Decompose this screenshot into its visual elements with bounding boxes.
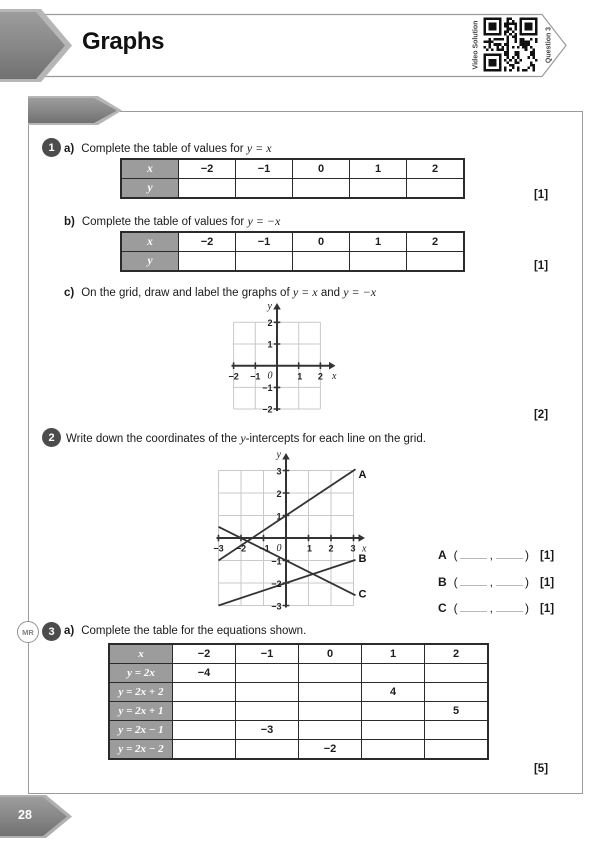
comma: , <box>489 548 494 562</box>
comma: , <box>489 574 494 589</box>
q1a-instruction: Complete the table of values for <box>81 143 244 155</box>
answer-cell <box>425 664 489 683</box>
table-row <box>109 721 488 740</box>
q1a-equation: y = x <box>246 141 272 155</box>
table-row <box>109 664 488 683</box>
answer-cell <box>173 740 236 760</box>
q1b-instruction: Complete the table of values for <box>81 216 245 228</box>
q1b-mark: [1] <box>533 260 549 272</box>
q1c-equation-2: y = −x <box>343 285 377 299</box>
q2-mark-B: [1] <box>540 576 555 589</box>
origin-label: 0 <box>276 543 282 554</box>
answer-cell <box>236 683 299 702</box>
y-header-cell: y <box>121 252 179 272</box>
q2-instruction-post: -intercepts for each line on the grid. <box>245 433 426 445</box>
origin-label: 0 <box>267 370 273 382</box>
answer-cell <box>425 740 489 760</box>
q3-part-label: a) <box>64 625 75 637</box>
q1a-text <box>64 141 272 156</box>
y-tick: 2 <box>267 317 273 328</box>
x-tick: 1 <box>297 371 303 382</box>
q2-mark-C: [1] <box>540 602 555 615</box>
y-tick: 2 <box>276 488 282 499</box>
answer-cell <box>173 683 236 702</box>
x-value-cell: 1 <box>362 644 425 664</box>
y-header-cell: y <box>121 179 179 199</box>
q2-mark-A: [1] <box>540 550 555 562</box>
x-tick: 1 <box>306 543 313 554</box>
answer-cell <box>179 179 236 199</box>
answer-cell <box>173 721 236 740</box>
answer-cell: −2 <box>299 740 362 760</box>
q1a-mark: [1] <box>533 189 549 201</box>
x-value-cell: 0 <box>299 644 362 664</box>
y-tick: −2 <box>271 578 282 589</box>
answer-cell <box>362 664 425 683</box>
x-header-cell: x <box>121 232 179 252</box>
y-tick: −3 <box>271 601 282 612</box>
q1-number: 1 <box>48 141 55 154</box>
y-tick: −1 <box>262 383 273 393</box>
x-value-cell: 0 <box>293 232 350 252</box>
answer-blank <box>496 548 523 559</box>
q3-instruction: Complete the table for the equations shown. <box>81 625 307 637</box>
q2-number: 2 <box>48 431 55 444</box>
x-axis-label: x <box>332 371 337 382</box>
table-row <box>109 683 488 702</box>
x-tick: −1 <box>259 543 270 554</box>
x-value-cell: 0 <box>293 159 350 179</box>
answer-letter: C <box>438 600 447 615</box>
x-tick: −2 <box>235 543 247 554</box>
x-tick: 2 <box>328 543 334 554</box>
video-solution-label: Video Solution <box>472 20 480 70</box>
q2-instruction-pre: Write down the coordinates of the <box>66 433 241 445</box>
q1b-text <box>64 214 280 229</box>
q1c-part-label: c) <box>64 287 75 299</box>
q2-answer-row-C <box>438 601 554 615</box>
answer-blank <box>460 575 487 586</box>
q1c-equation-1: y = x <box>292 285 318 299</box>
answer-blank <box>460 548 487 559</box>
q1c-instruction: On the grid, draw and label the graphs of <box>81 287 290 299</box>
q2-answer-row-A <box>438 548 554 562</box>
box-corner-arrow <box>20 92 130 130</box>
equation-header-cell: y = 2x − 2 <box>109 740 173 760</box>
x-tick: 3 <box>350 543 356 554</box>
answer-cell <box>293 179 350 199</box>
q1b-equation: y = −x <box>247 214 281 228</box>
y-tick: 1 <box>267 339 273 350</box>
x-value-cell: 1 <box>350 232 407 252</box>
q3-number-badge <box>42 622 61 641</box>
answer-cell <box>179 252 236 272</box>
page-number-arrow <box>0 790 80 842</box>
answer-blank <box>460 601 487 612</box>
y-tick: 3 <box>276 466 282 477</box>
answer-cell: 4 <box>362 683 425 702</box>
q1a-table <box>120 158 465 199</box>
q2-answer-row-B <box>438 575 554 589</box>
x-tick: −2 <box>228 371 239 382</box>
q3-mark: [5] <box>533 763 549 775</box>
table-row <box>121 159 464 179</box>
x-value-cell: −2 <box>179 159 236 179</box>
q1c-mark: [2] <box>533 409 549 421</box>
q2-text <box>66 431 426 446</box>
equation-header-cell: y = 2x <box>109 664 173 683</box>
question-tab-label: Question 3 <box>545 26 553 64</box>
y-axis-label: y <box>267 301 272 312</box>
q2-y-var: y <box>240 431 246 445</box>
answer-cell <box>299 664 362 683</box>
q3-table <box>108 643 489 760</box>
table-row <box>109 644 488 664</box>
equation-header-cell: y = 2x − 1 <box>109 721 173 740</box>
answer-cell <box>407 252 465 272</box>
x-header-cell: x <box>121 159 179 179</box>
answer-cell <box>299 702 362 721</box>
line-B-label: B <box>358 553 367 565</box>
x-header-cell: x <box>109 644 173 664</box>
equation-header-cell: y = 2x + 2 <box>109 683 173 702</box>
paren-open: ( <box>453 548 458 562</box>
answer-cell <box>173 702 236 721</box>
answer-cell <box>362 740 425 760</box>
x-value-cell: −1 <box>236 232 293 252</box>
equation-header-cell: y = 2x + 1 <box>109 702 173 721</box>
paren-open: ( <box>453 574 458 589</box>
table-row <box>121 232 464 252</box>
answer-cell: −3 <box>236 721 299 740</box>
x-value-cell: −2 <box>179 232 236 252</box>
y-axis-label: y <box>276 449 281 461</box>
x-tick: −1 <box>250 371 261 382</box>
answer-blank <box>496 601 523 612</box>
page-title: Graphs <box>82 28 165 55</box>
q1b-part-label: b) <box>64 216 75 228</box>
answer-cell: −4 <box>173 664 236 683</box>
q1-number-badge <box>42 138 61 157</box>
paren-open: ( <box>453 600 458 615</box>
mr-badge <box>17 621 39 643</box>
answer-cell <box>362 702 425 721</box>
answer-cell <box>407 179 465 199</box>
line-C-label: C <box>358 588 367 601</box>
page-number: 28 <box>18 808 32 822</box>
x-tick: 2 <box>317 371 323 382</box>
answer-cell <box>425 721 489 740</box>
x-value-cell: 2 <box>425 644 489 664</box>
line-A-label: A <box>358 469 367 481</box>
answer-letter: A <box>438 548 447 562</box>
answer-blank <box>496 575 523 586</box>
table-row <box>109 702 488 721</box>
comma: , <box>489 600 494 615</box>
answer-cell <box>299 721 362 740</box>
y-tick: −2 <box>262 404 273 415</box>
x-value-cell: −1 <box>236 644 299 664</box>
paren-close: ) <box>525 574 530 589</box>
answer-letter: B <box>438 574 447 589</box>
answer-cell <box>299 683 362 702</box>
y-tick: 1 <box>276 511 282 522</box>
q1c-and: and <box>320 287 340 299</box>
mr-badge-label: MR <box>22 627 34 637</box>
q1b-table <box>120 231 465 272</box>
x-value-cell: −2 <box>173 644 236 664</box>
answer-cell: 5 <box>425 702 489 721</box>
x-value-cell: 2 <box>407 232 465 252</box>
answer-cell <box>425 683 489 702</box>
answer-cell <box>362 721 425 740</box>
paren-close: ) <box>525 600 530 615</box>
header-arrow <box>0 0 80 92</box>
table-row <box>121 179 464 199</box>
q2-grid <box>204 448 376 614</box>
x-value-cell: 1 <box>350 159 407 179</box>
table-row <box>109 740 488 760</box>
q2-number-badge <box>42 428 61 447</box>
table-row <box>121 252 464 272</box>
answer-cell <box>236 702 299 721</box>
paren-close: ) <box>525 548 530 562</box>
q1a-part-label: a) <box>64 143 75 155</box>
q3-number: 3 <box>48 625 55 638</box>
y-tick: −1 <box>271 556 282 567</box>
x-value-cell: 2 <box>407 159 465 179</box>
q1c-grid <box>225 296 347 422</box>
answer-cell <box>236 664 299 683</box>
x-value-cell: −1 <box>236 159 293 179</box>
answer-cell <box>236 179 293 199</box>
answer-cell <box>350 252 407 272</box>
q3-text <box>64 625 306 637</box>
answer-cell <box>236 740 299 760</box>
answer-cell <box>350 179 407 199</box>
qr-code-icon <box>482 16 539 73</box>
x-tick: −3 <box>213 543 224 554</box>
answer-cell <box>293 252 350 272</box>
answer-cell <box>236 252 293 272</box>
x-axis-label: x <box>362 543 367 555</box>
